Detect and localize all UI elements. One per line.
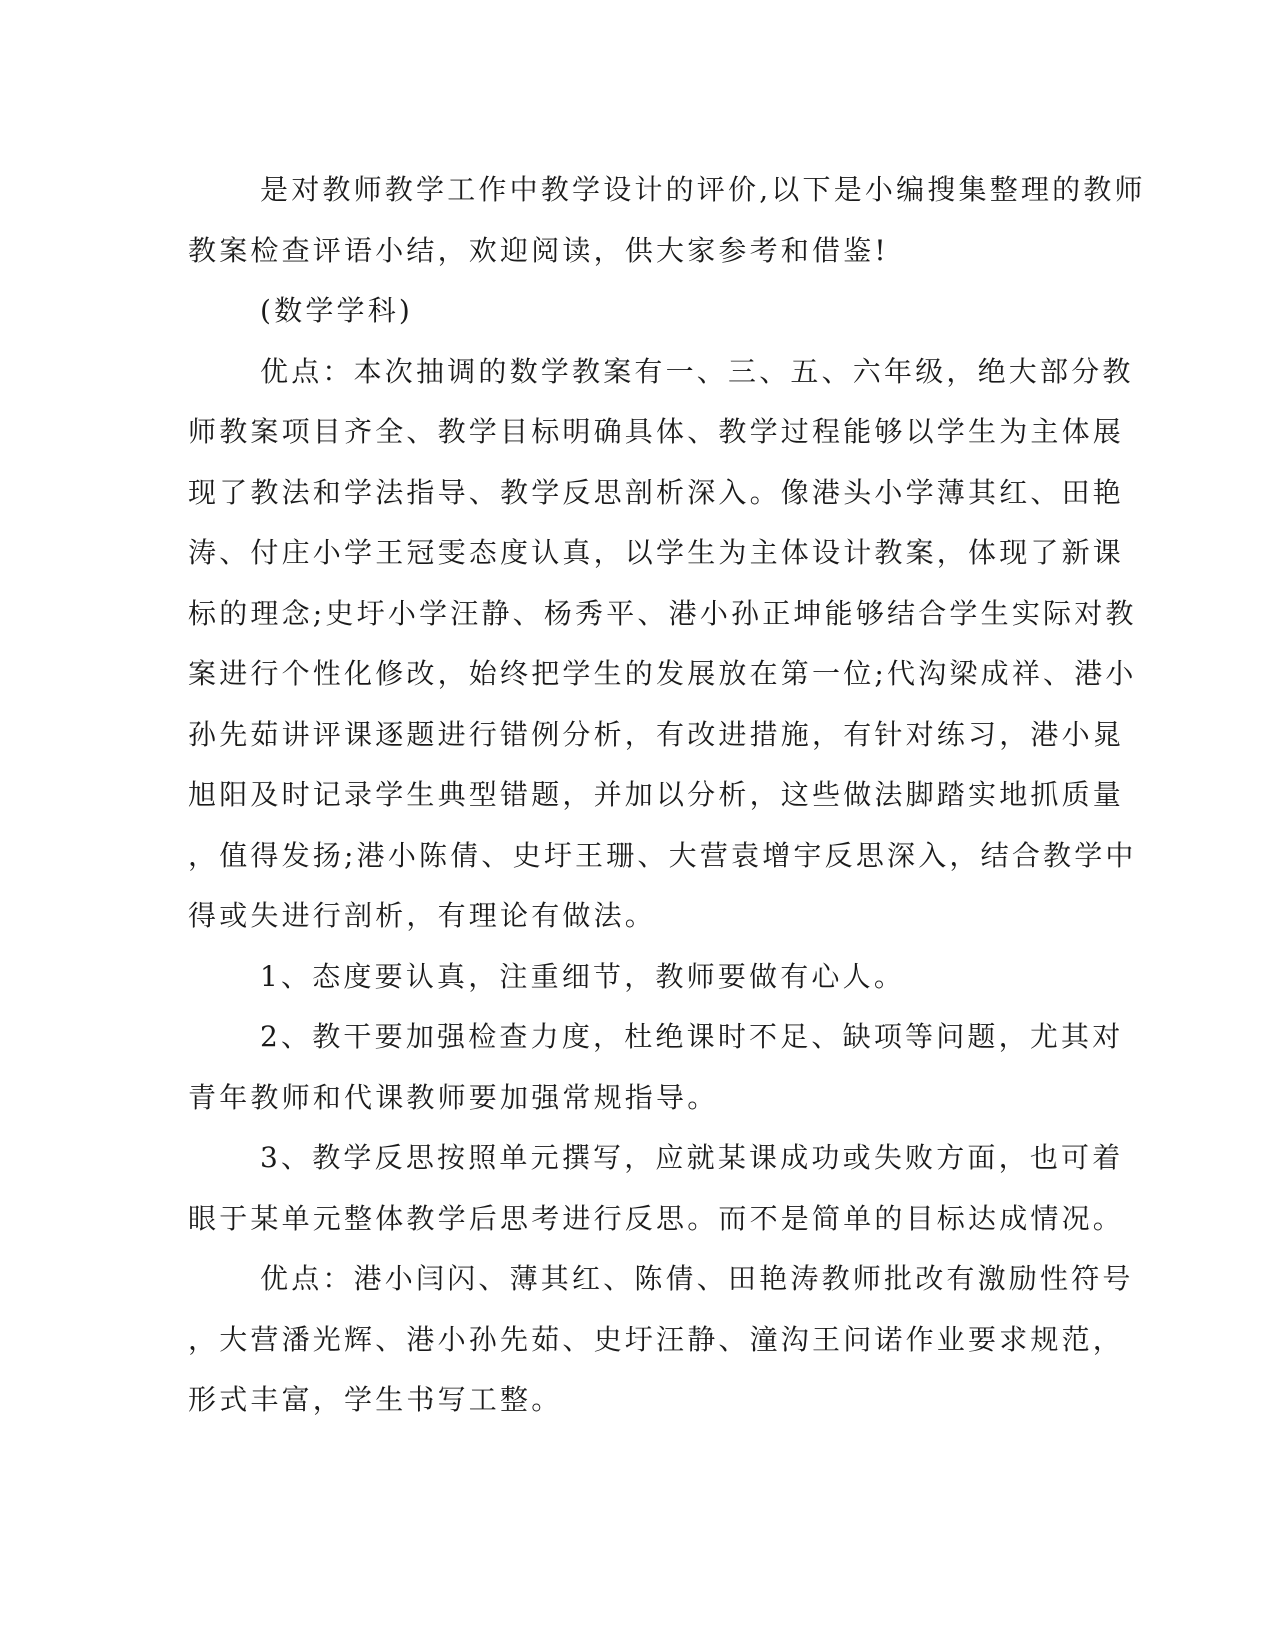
text-line: 旭阳及时记录学生典型错题，并加以分析，这些做法脚踏实地抓质量	[188, 778, 1125, 811]
document-body	[188, 160, 1146, 1431]
text-line: 形式丰富，学生书写工整。	[188, 1383, 563, 1416]
text-line: 青年教师和代课教师要加强常规指导。	[188, 1080, 719, 1114]
text-line: 眼于某单元整体教学后思考进行反思。而不是简单的目标达成情况。	[188, 1201, 1125, 1235]
text-line: 现了教法和学法指导、教学反思剖析深入。像港头小学薄其红、田艳	[188, 475, 1125, 509]
text-line: 得或失进行剖析，有理论有做法。	[188, 899, 657, 932]
list-item: 1、态度要认真，注重细节，教师要做有心人。	[260, 959, 906, 993]
text-line: 师教案项目齐全、教学目标明确具体、教学过程能够以学生为主体展	[188, 415, 1125, 448]
text-line: 标的理念;史圩小学汪静、杨秀平、港小孙正坤能够结合学生实际对教	[188, 596, 1137, 630]
text-line: 案进行个性化修改，始终把学生的发展放在第一位;代沟梁成祥、港小	[188, 657, 1137, 690]
text-line: 优点：本次抽调的数学教案有一、三、五、六年级，绝大部分教	[260, 354, 1134, 388]
text-line: 教案检查评语小结，欢迎阅读，供大家参考和借鉴!	[188, 233, 889, 267]
text-line: 优点：港小闫闪、薄其红、陈倩、田艳涛教师批改有激励性符号	[260, 1262, 1134, 1295]
text-line: 孙先茹讲评课逐题进行错例分析，有改进措施，有针对练习，港小晁	[188, 717, 1125, 751]
list-item: 3、教学反思按照单元撰写，应就某课成功或失败方面，也可着	[260, 1141, 1124, 1174]
text-line: 涛、付庄小学王冠雯态度认真，以学生为主体设计教案，体现了新课	[188, 536, 1125, 569]
list-item: 2、教干要加强检查力度，杜绝课时不足、缺项等问题，尤其对	[260, 1020, 1124, 1053]
text-line: 是对教师教学工作中教学设计的评价,以下是小编搜集整理的教师	[260, 173, 1146, 206]
text-line: ，大营潘光辉、港小孙先茹、史圩汪静、潼沟王问诺作业要求规范，	[188, 1322, 1125, 1356]
section-heading: (数学学科)	[260, 294, 414, 327]
text-line: ，值得发扬;港小陈倩、史圩王珊、大营袁增宇反思深入，结合教学中	[188, 838, 1137, 872]
